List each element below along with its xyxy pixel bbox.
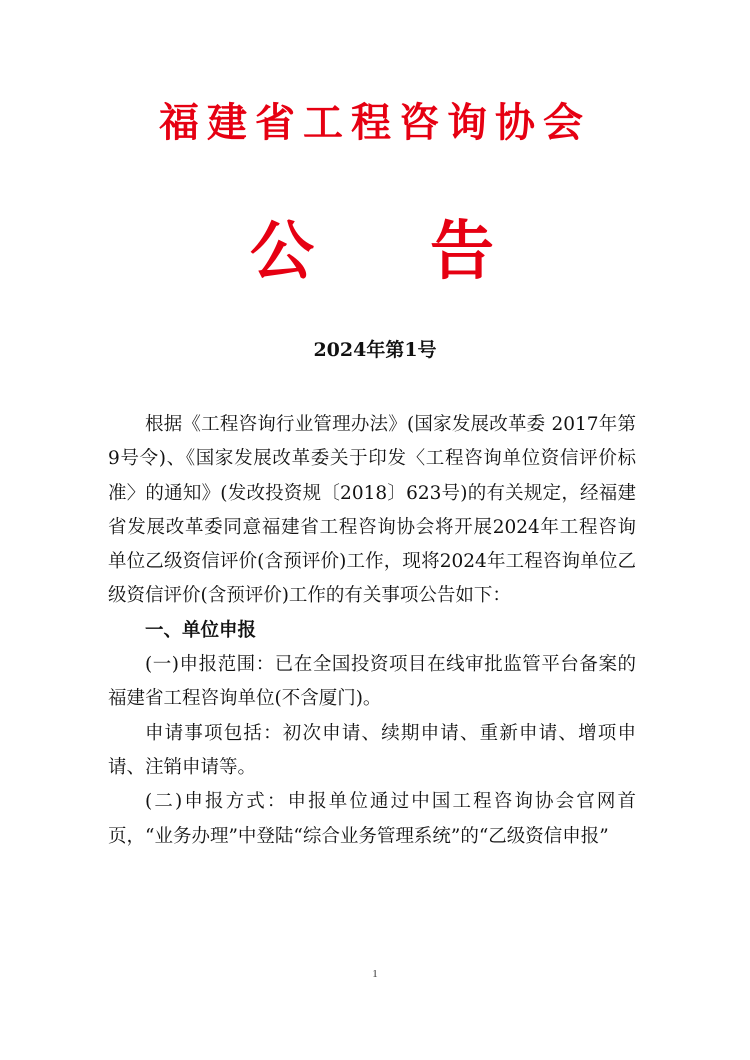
intro-paragraph: 根据《工程咨询行业管理办法》(国家发展改革委 2017年第9号令)、《国家发展改革委关于印发〈工程咨询单位资信评价标准〉的通知》(发改投资规〔2018〕623号)的有关规定，经福建省发展改革委同意福建省工程咨询协会将开展2024年工程咨询单位乙级资信评价(含预评价)工作，现将2024年工程咨询单位乙级资信评价(含预评价)工作的有关事项公告如下： — [108, 414, 636, 607]
document-number: 2024年第1号 — [313, 339, 437, 361]
application-method-paragraph: (二)申报方式：申报单位通过中国工程咨询协会官网首页，“业务办理”中登陆“综合业务管理系统”的“乙级资信申报” — [108, 791, 636, 847]
notice-title-char-2: 告 — [430, 214, 494, 289]
application-items-paragraph: 申请事项包括：初次申请、续期申请、重新申请、增项申请、注销申请等。 — [108, 722, 636, 778]
document-body — [108, 408, 636, 854]
organization-title: 福建省工程咨询协会 — [159, 99, 591, 146]
notice-title-char-1: 公 — [250, 214, 314, 289]
application-scope-paragraph: (一)申报范围：已在全国投资项目在线审批监管平台备案的福建省工程咨询单位(不含厦门)。 — [108, 654, 636, 710]
page-number: 1 — [372, 968, 378, 980]
section-heading-unit-application: 一、单位申报 — [145, 619, 257, 641]
